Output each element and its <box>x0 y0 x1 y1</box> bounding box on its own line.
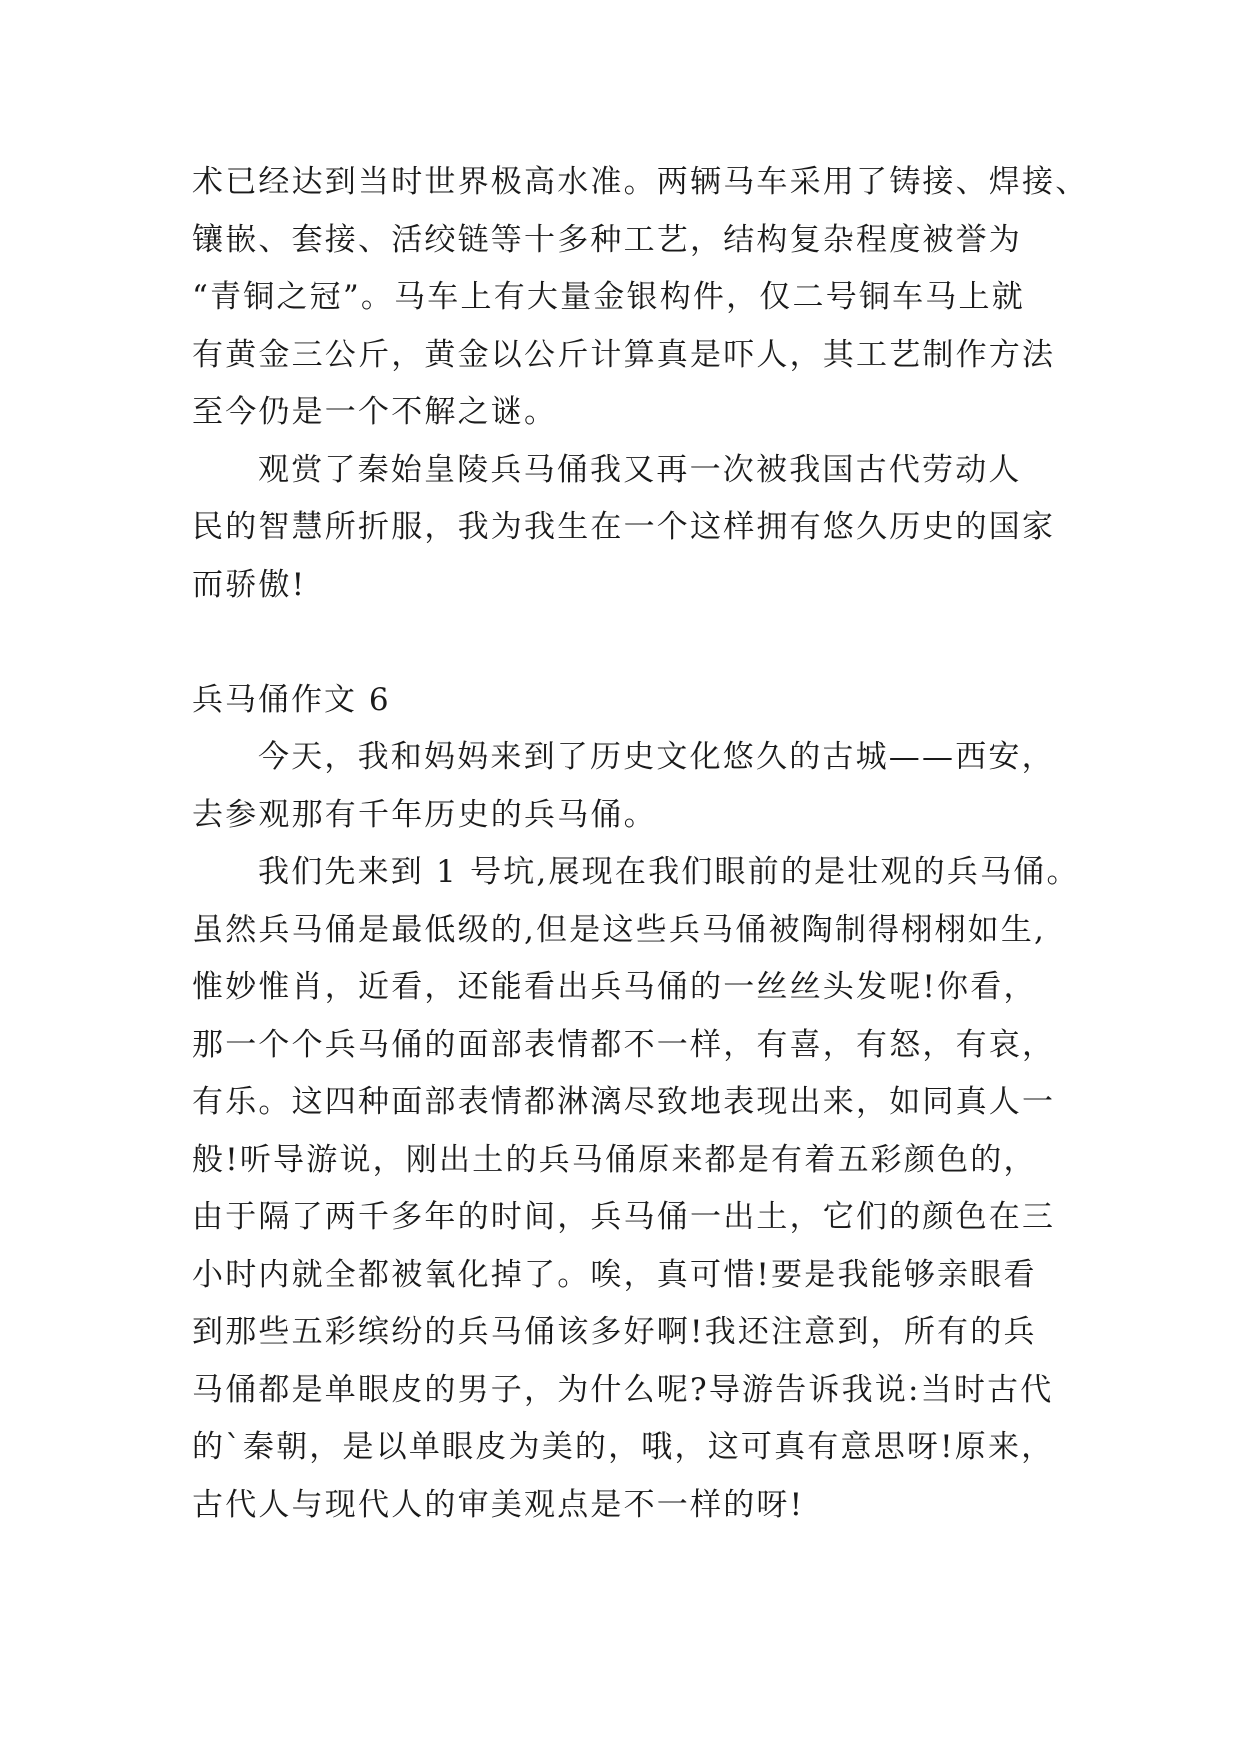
section-spacer <box>192 614 1056 672</box>
text-line: 那一个个兵马俑的面部表情都不一样，有喜，有怒，有哀， <box>192 1026 1056 1063</box>
text-line: 观赏了秦始皇陵兵马俑我又再一次被我国古代劳动人 <box>258 451 1022 488</box>
text-line: 术已经达到当时世界极高水准。两辆马车采用了铸接、焊接、 <box>192 164 1089 200</box>
text-line: 的`秦朝，是以单眼皮为美的，哦，这可真有意思呀!原来， <box>192 1429 1055 1465</box>
text-line: 古代人与现代人的审美观点是不一样的呀! <box>192 1486 805 1523</box>
text-line: 而骄傲! <box>192 566 307 603</box>
text-line: 有乐。这四种面部表情都淋漓尽致地表现出来，如同真人一 <box>192 1084 1056 1120</box>
paragraph-body <box>192 844 1080 1534</box>
paragraph-continuation <box>192 154 1089 442</box>
text-line: 我们先来到 1 号坑,展现在我们眼前的是壮观的兵马俑。 <box>258 854 1080 890</box>
paragraph-intro <box>192 729 1056 844</box>
text-line: “青铜之冠”。马车上有大量金银构件，仅二号铜车马上就 <box>192 279 1025 315</box>
text-line: 虽然兵马俑是最低级的,但是这些兵马俑被陶制得栩栩如生, <box>192 911 1047 948</box>
text-line: 小时内就全都被氧化掉了。唉，真可惜!要是我能够亲眼看 <box>192 1256 1037 1293</box>
paragraph-conclusion <box>192 442 1056 615</box>
document-body <box>192 154 1089 1534</box>
text-line: 今天，我和妈妈来到了历史文化悠久的古城——西安， <box>258 739 1055 775</box>
text-line: 镶嵌、套接、活绞链等十多种工艺，结构复杂程度被誉为 <box>192 221 1022 258</box>
text-line: 由于隔了两千多年的时间，兵马俑一出土，它们的颜色在三 <box>192 1199 1056 1235</box>
text-line: 民的智慧所折服，我为我生在一个这样拥有悠久历史的国家 <box>192 509 1056 545</box>
text-line: 马俑都是单眼皮的男子，为什么呢?导游告诉我说:当时古代 <box>192 1371 1054 1408</box>
text-line: 惟妙惟肖，近看，还能看出兵马俑的一丝丝头发呢!你看， <box>192 969 1037 1005</box>
text-line: 去参观那有千年历史的兵马俑。 <box>192 796 657 833</box>
text-line: 至今仍是一个不解之谜。 <box>192 394 558 430</box>
text-line: 有黄金三公斤，黄金以公斤计算真是吓人，其工艺制作方法 <box>192 336 1056 373</box>
text-line: 到那些五彩缤纷的兵马俑该多好啊!我还注意到，所有的兵 <box>192 1314 1037 1350</box>
section-title: 兵马俑作文 6 <box>192 681 391 718</box>
text-line: 般!听导游说，刚出土的兵马俑原来都是有着五彩颜色的， <box>192 1141 1037 1178</box>
